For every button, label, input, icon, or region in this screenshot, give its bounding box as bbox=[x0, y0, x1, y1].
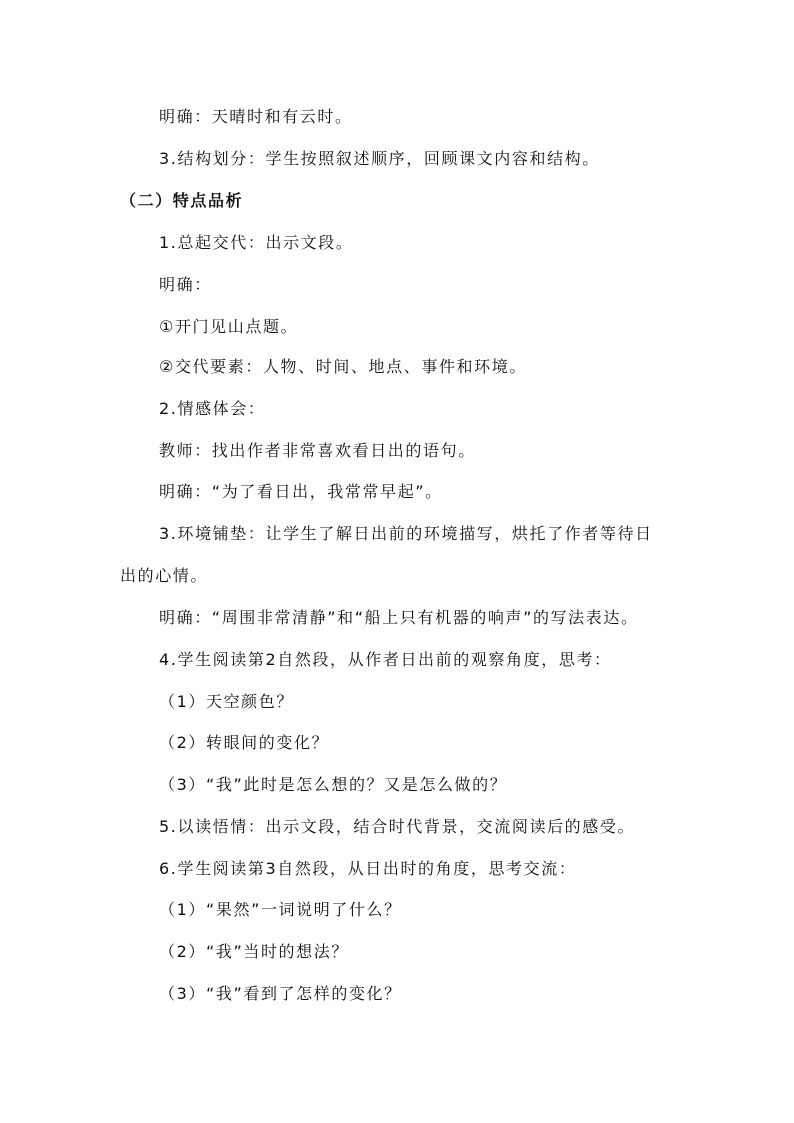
paragraph-line: 3.环境铺垫：让学生了解日出前的环境描写，烘托了作者等待日 bbox=[159, 524, 653, 543]
paragraph-line: 教师：找出作者非常喜欢看日出的语句。 bbox=[159, 441, 476, 460]
section-heading: （二）特点品析 bbox=[120, 191, 244, 210]
paragraph-line: 明确：“周围非常清静”和“船上只有机器的响声”的写法表达。 bbox=[159, 608, 639, 627]
paragraph-line: （3）“我”看到了怎样的变化？ bbox=[159, 984, 402, 1003]
paragraph-line: 3.结构划分：学生按照叙述顺序，回顾课文内容和结构。 bbox=[159, 149, 600, 168]
paragraph-line: 明确：天晴时和有云时。 bbox=[159, 107, 353, 126]
paragraph-line: ②交代要素：人物、时间、地点、事件和环境。 bbox=[159, 357, 527, 376]
paragraph-line: （2）转眼间的变化？ bbox=[159, 733, 330, 752]
paragraph-line: 明确： bbox=[159, 275, 212, 294]
paragraph-line: （1）“果然”一词说明了什么？ bbox=[159, 900, 402, 919]
paragraph-line: 6.学生阅读第3自然段，从日出时的角度，思考交流： bbox=[159, 859, 577, 878]
paragraph-line: 出的心情。 bbox=[120, 566, 209, 585]
paragraph-line: 5.以读悟情：出示文段，结合时代背景，交流阅读后的感受。 bbox=[159, 817, 636, 836]
paragraph-line: 2.情感体会： bbox=[159, 399, 266, 418]
paragraph-line: （1）天空颜色？ bbox=[159, 692, 294, 711]
paragraph-line: （3）“我”此时是怎么想的？又是怎么做的？ bbox=[159, 775, 508, 794]
paragraph-line: ①开门见山点题。 bbox=[159, 317, 299, 336]
paragraph-line: 4.学生阅读第2自然段，从作者日出前的观察角度，思考： bbox=[159, 650, 612, 669]
paragraph-line: 1.总起交代：出示文段。 bbox=[159, 233, 354, 252]
paragraph-line: （2）“我”当时的想法？ bbox=[159, 942, 349, 961]
paragraph-line: 明确：“为了看日出，我常常早起”。 bbox=[159, 482, 443, 501]
